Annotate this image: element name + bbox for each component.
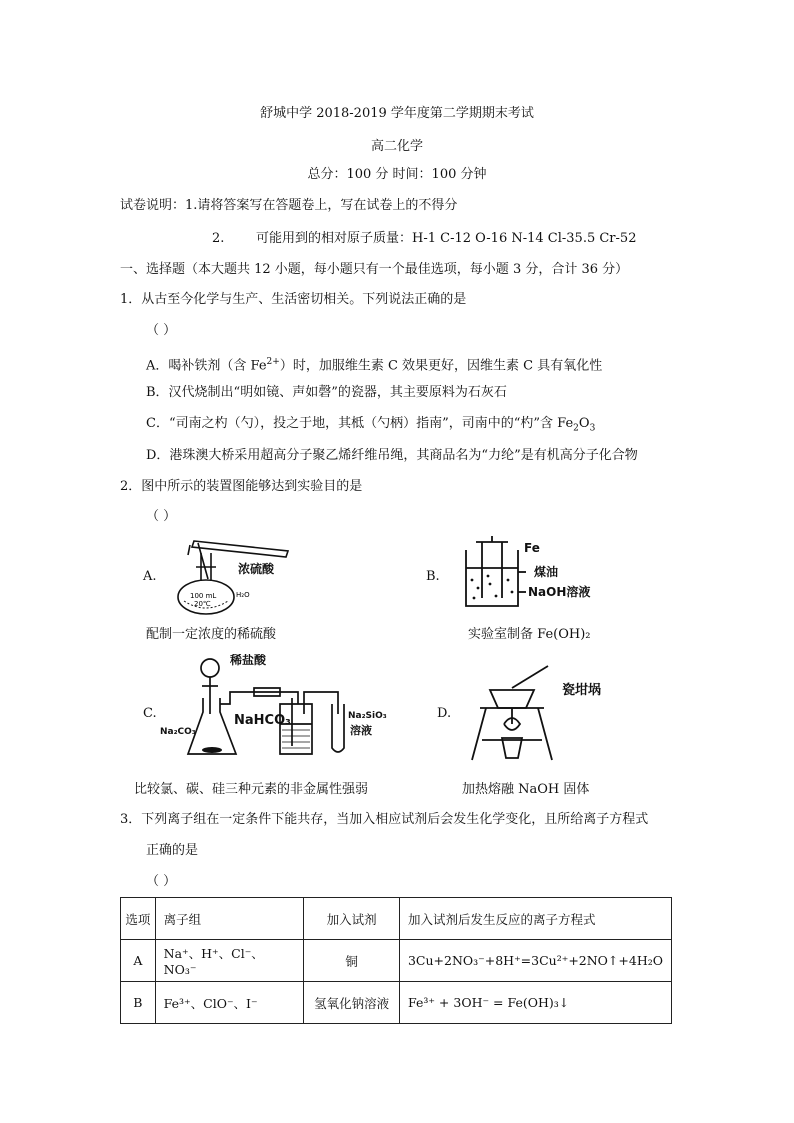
q3-blank: （ ）: [146, 874, 177, 889]
q2-option-c-letter: C.: [143, 706, 157, 721]
table-header-equation: 加入试剂后发生反应的离子方程式: [399, 898, 671, 940]
fig-a-label-acid: 浓硫酸: [238, 562, 275, 576]
table-cell-equation: 3Cu+2NO₃⁻+8H⁺=3Cu²⁺+2NO↑+4H₂O: [399, 940, 671, 982]
svg-text:100 mL: 100 mL: [190, 592, 217, 600]
table-cell-option: B: [121, 982, 156, 1024]
svg-text:NaHCO₃: NaHCO₃: [234, 713, 291, 728]
q2-option-d-caption: 加热熔融 NaOH 固体: [462, 782, 590, 797]
q1-option-d: D．港珠澳大桥采用超高分子聚乙烯纤维吊绳，其商品名为“力纶”是有机高分子化合物: [146, 448, 638, 463]
figure-b-beaker: [462, 536, 612, 612]
instruction-note-1: 试卷说明：1.请将答案写在答题卷上，写在试卷上的不得分: [120, 198, 458, 213]
q1-blank: （ ）: [146, 323, 177, 338]
svg-text:H₂O: H₂O: [236, 591, 250, 599]
q2-option-b-caption: 实验室制备 Fe(OH)₂: [468, 627, 591, 642]
q1-option-b: B．汉代烧制出“明如镜、声如磬”的瓷器，其主要原料为石灰石: [146, 385, 507, 400]
score-time: 总分：100 分 时间：100 分钟: [307, 167, 487, 182]
svg-text:Na₂SiO₃: Na₂SiO₃: [348, 711, 387, 721]
table-cell-ions: Fe³⁺、ClO⁻、I⁻: [155, 982, 304, 1024]
svg-text:稀盐酸: 稀盐酸: [230, 654, 267, 667]
figure-c-apparatus: [158, 654, 398, 762]
svg-text:溶液: 溶液: [350, 724, 372, 737]
table-header-ions: 离子组: [155, 898, 304, 940]
svg-text:Na₂CO₃: Na₂CO₃: [160, 727, 196, 737]
table-header-reagent: 加入试剂: [304, 898, 400, 940]
instruction-note-2: 可能用到的相对原子质量：H-1 C-12 O-16 N-14 Cl-35.5 Cr-52: [256, 231, 637, 246]
svg-text:20℃: 20℃: [194, 600, 211, 608]
q3-table: [120, 897, 672, 1024]
exam-subject: 高二化学: [370, 139, 423, 154]
table-cell-reagent: 铜: [304, 940, 400, 982]
q2-option-b-letter: B.: [426, 569, 440, 584]
q3-stem-line-1: 3．下列离子组在一定条件下能共存，当加入相应试剂后会发生化学变化，且所给离子方程式: [120, 812, 649, 827]
q2-blank: （ ）: [146, 509, 177, 524]
table-row: [121, 982, 672, 1024]
svg-text:瓷坩埚: 瓷坩埚: [562, 683, 602, 698]
q2-option-a-caption: 配制一定浓度的稀硫酸: [146, 627, 277, 642]
q2-option-c-caption: 比较氯、碳、硅三种元素的非金属性强弱: [134, 782, 369, 797]
q3-stem-line-2: 正确的是: [146, 843, 199, 858]
table-cell-option: A: [121, 940, 156, 982]
svg-text:Fe: Fe: [524, 541, 540, 555]
q1-option-c: C．“司南之杓（勺），投之于地，其柢（勺柄）指南”，司南中的“杓”含 $Fe_2O_3$: [146, 416, 596, 434]
instruction-note-2-number: 2.: [212, 231, 225, 246]
exam-title: 舒城中学 2018-2019 学年度第二学期期末考试: [260, 106, 534, 121]
q1-stem: 1．从古至今化学与生产、生活密切相关。下列说法正确的是: [120, 292, 467, 307]
q2-stem: 2．图中所示的装置图能够达到实验目的是: [120, 479, 363, 494]
figure-a-volumetric-flask: [168, 535, 308, 617]
table-header-row: [121, 898, 672, 940]
svg-text:NaOH溶液: NaOH溶液: [528, 585, 591, 599]
q2-option-d-letter: D.: [437, 706, 452, 721]
table-row: [121, 940, 672, 982]
table-cell-ions: Na⁺、H⁺、Cl⁻、NO₃⁻: [155, 940, 304, 982]
table-cell-equation: Fe³⁺ + 3OH⁻ = Fe(OH)₃↓: [399, 982, 671, 1024]
figure-d-crucible: [462, 660, 622, 764]
q2-option-a-letter: A.: [143, 569, 157, 584]
svg-text:煤油: 煤油: [534, 565, 559, 579]
table-cell-reagent: 氢氧化钠溶液: [304, 982, 400, 1024]
q1-option-a: A．喝补铁剂（含 $Fe^{2+}$）时，加服维生素 C 效果更好，因维生素 C 具有氧化性: [146, 357, 603, 374]
table-header-option: 选项: [121, 898, 156, 940]
section-heading: 一、选择题（本大题共 12 小题，每小题只有一个最佳选项，每小题 3 分，合计 36 分）: [120, 262, 629, 277]
